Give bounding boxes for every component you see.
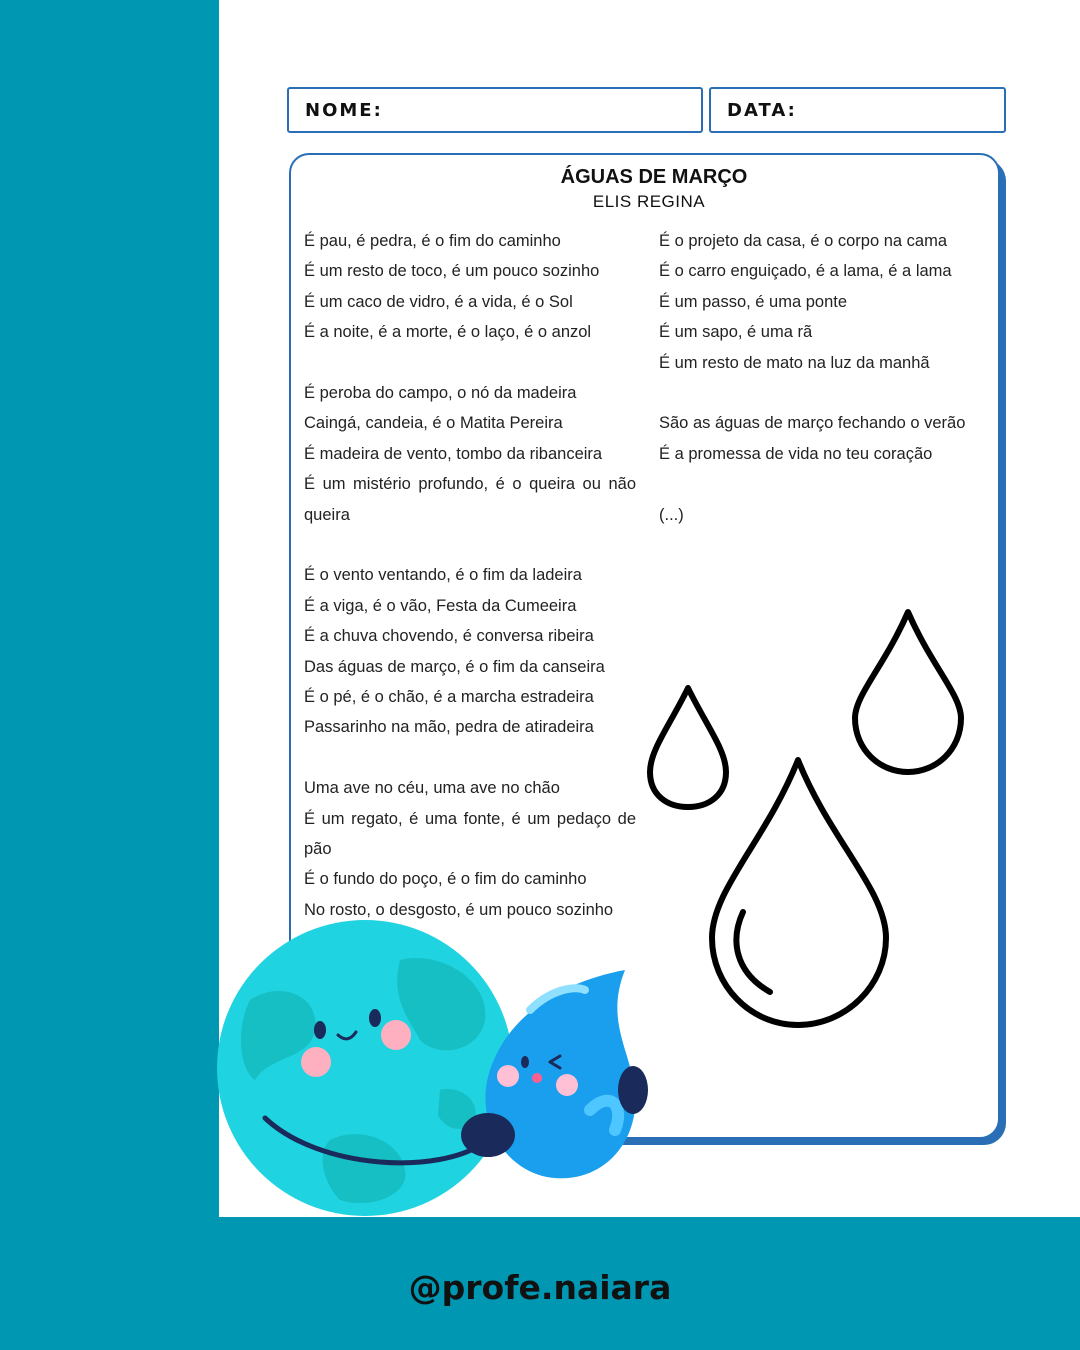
song-artist: ELIS REGINA	[592, 192, 706, 211]
stanza-gap	[659, 378, 989, 408]
name-field[interactable]	[287, 87, 703, 133]
lyric-line: É um mistério profundo, é o queira ou não queira	[304, 475, 636, 524]
lyric-line: É um passo, é uma ponte	[659, 292, 848, 311]
lyric-line: É um resto de mato na luz da manhã	[659, 353, 930, 372]
lyric-line: É o projeto da casa, é o corpo na cama	[659, 232, 948, 250]
lyric-line: É madeira de vento, tombo da ribanceira	[304, 444, 603, 463]
lyric-line: É um sapo, é uma rã	[659, 323, 813, 342]
stanza-gap	[304, 530, 636, 560]
lyric-line: É o carro enguiçado, é a lama, é a lama	[659, 262, 952, 281]
mascots-illustration	[210, 910, 670, 1230]
lyrics-left-column	[304, 226, 636, 986]
lyric-line: É peroba do campo, o nó da madeira	[304, 384, 577, 403]
lyric-line: É a chuva chovendo, é conversa ribeira	[304, 627, 594, 646]
lyric-line: É um resto de toco, é um pouco sozinho	[304, 262, 600, 281]
song-title: ÁGUAS DE MARÇO	[560, 166, 748, 188]
water-drops-illustration	[640, 600, 980, 1040]
lyric-line: Uma ave no céu, uma ave no chão	[304, 779, 560, 798]
water-drop-highlight-icon	[736, 912, 770, 992]
lyric-line: É a noite, é a morte, é o laço, é o anzol	[304, 323, 592, 342]
stanza-gap	[659, 469, 989, 499]
lyric-line: É pau, é pedra, é o fim do caminho	[304, 232, 561, 250]
date-label: DATA:	[727, 100, 797, 121]
earth-mascot-icon	[217, 920, 513, 1216]
lyric-line: No rosto, o desgosto, é um pouco sozinho	[304, 900, 614, 919]
lyric-line: São as águas de março fechando o verão	[659, 414, 966, 433]
lyric-line: É o vento ventando, é o fim da ladeira	[304, 566, 582, 585]
water-drop-outline-icon	[650, 688, 726, 807]
lyric-line: É a viga, é o vão, Festa da Cumeeira	[304, 596, 577, 615]
lyric-line: É a promessa de vida no teu coração	[659, 444, 933, 463]
lyric-line: É o pé, é o chão, é a marcha estradeira	[304, 688, 594, 707]
lyric-line: É o fundo do poço, é o fim do caminho	[304, 870, 587, 889]
lyric-line: É um caco de vidro, é a vida, é o Sol	[304, 292, 573, 311]
author-handle: @profe.naiara	[408, 1268, 672, 1307]
lyric-line: É um regato, é uma fonte, é um pedaço de pão	[304, 809, 636, 859]
stanza-gap	[304, 348, 636, 378]
stanza-gap	[304, 743, 636, 773]
lyric-line: Passarinho na mão, pedra de atiradeira	[304, 718, 594, 737]
lyric-line: (...)	[659, 505, 684, 524]
lyric-line: Das águas de março, é o fim da canseira	[304, 657, 605, 676]
name-label: NOME:	[305, 100, 383, 121]
water-drop-outline-icon	[855, 612, 961, 772]
lyrics-right-column	[659, 226, 989, 530]
date-field[interactable]	[709, 87, 1006, 133]
lyric-line: Caingá, candeia, é o Matita Pereira	[304, 414, 563, 433]
water-drop-outline-icon	[712, 760, 886, 1025]
